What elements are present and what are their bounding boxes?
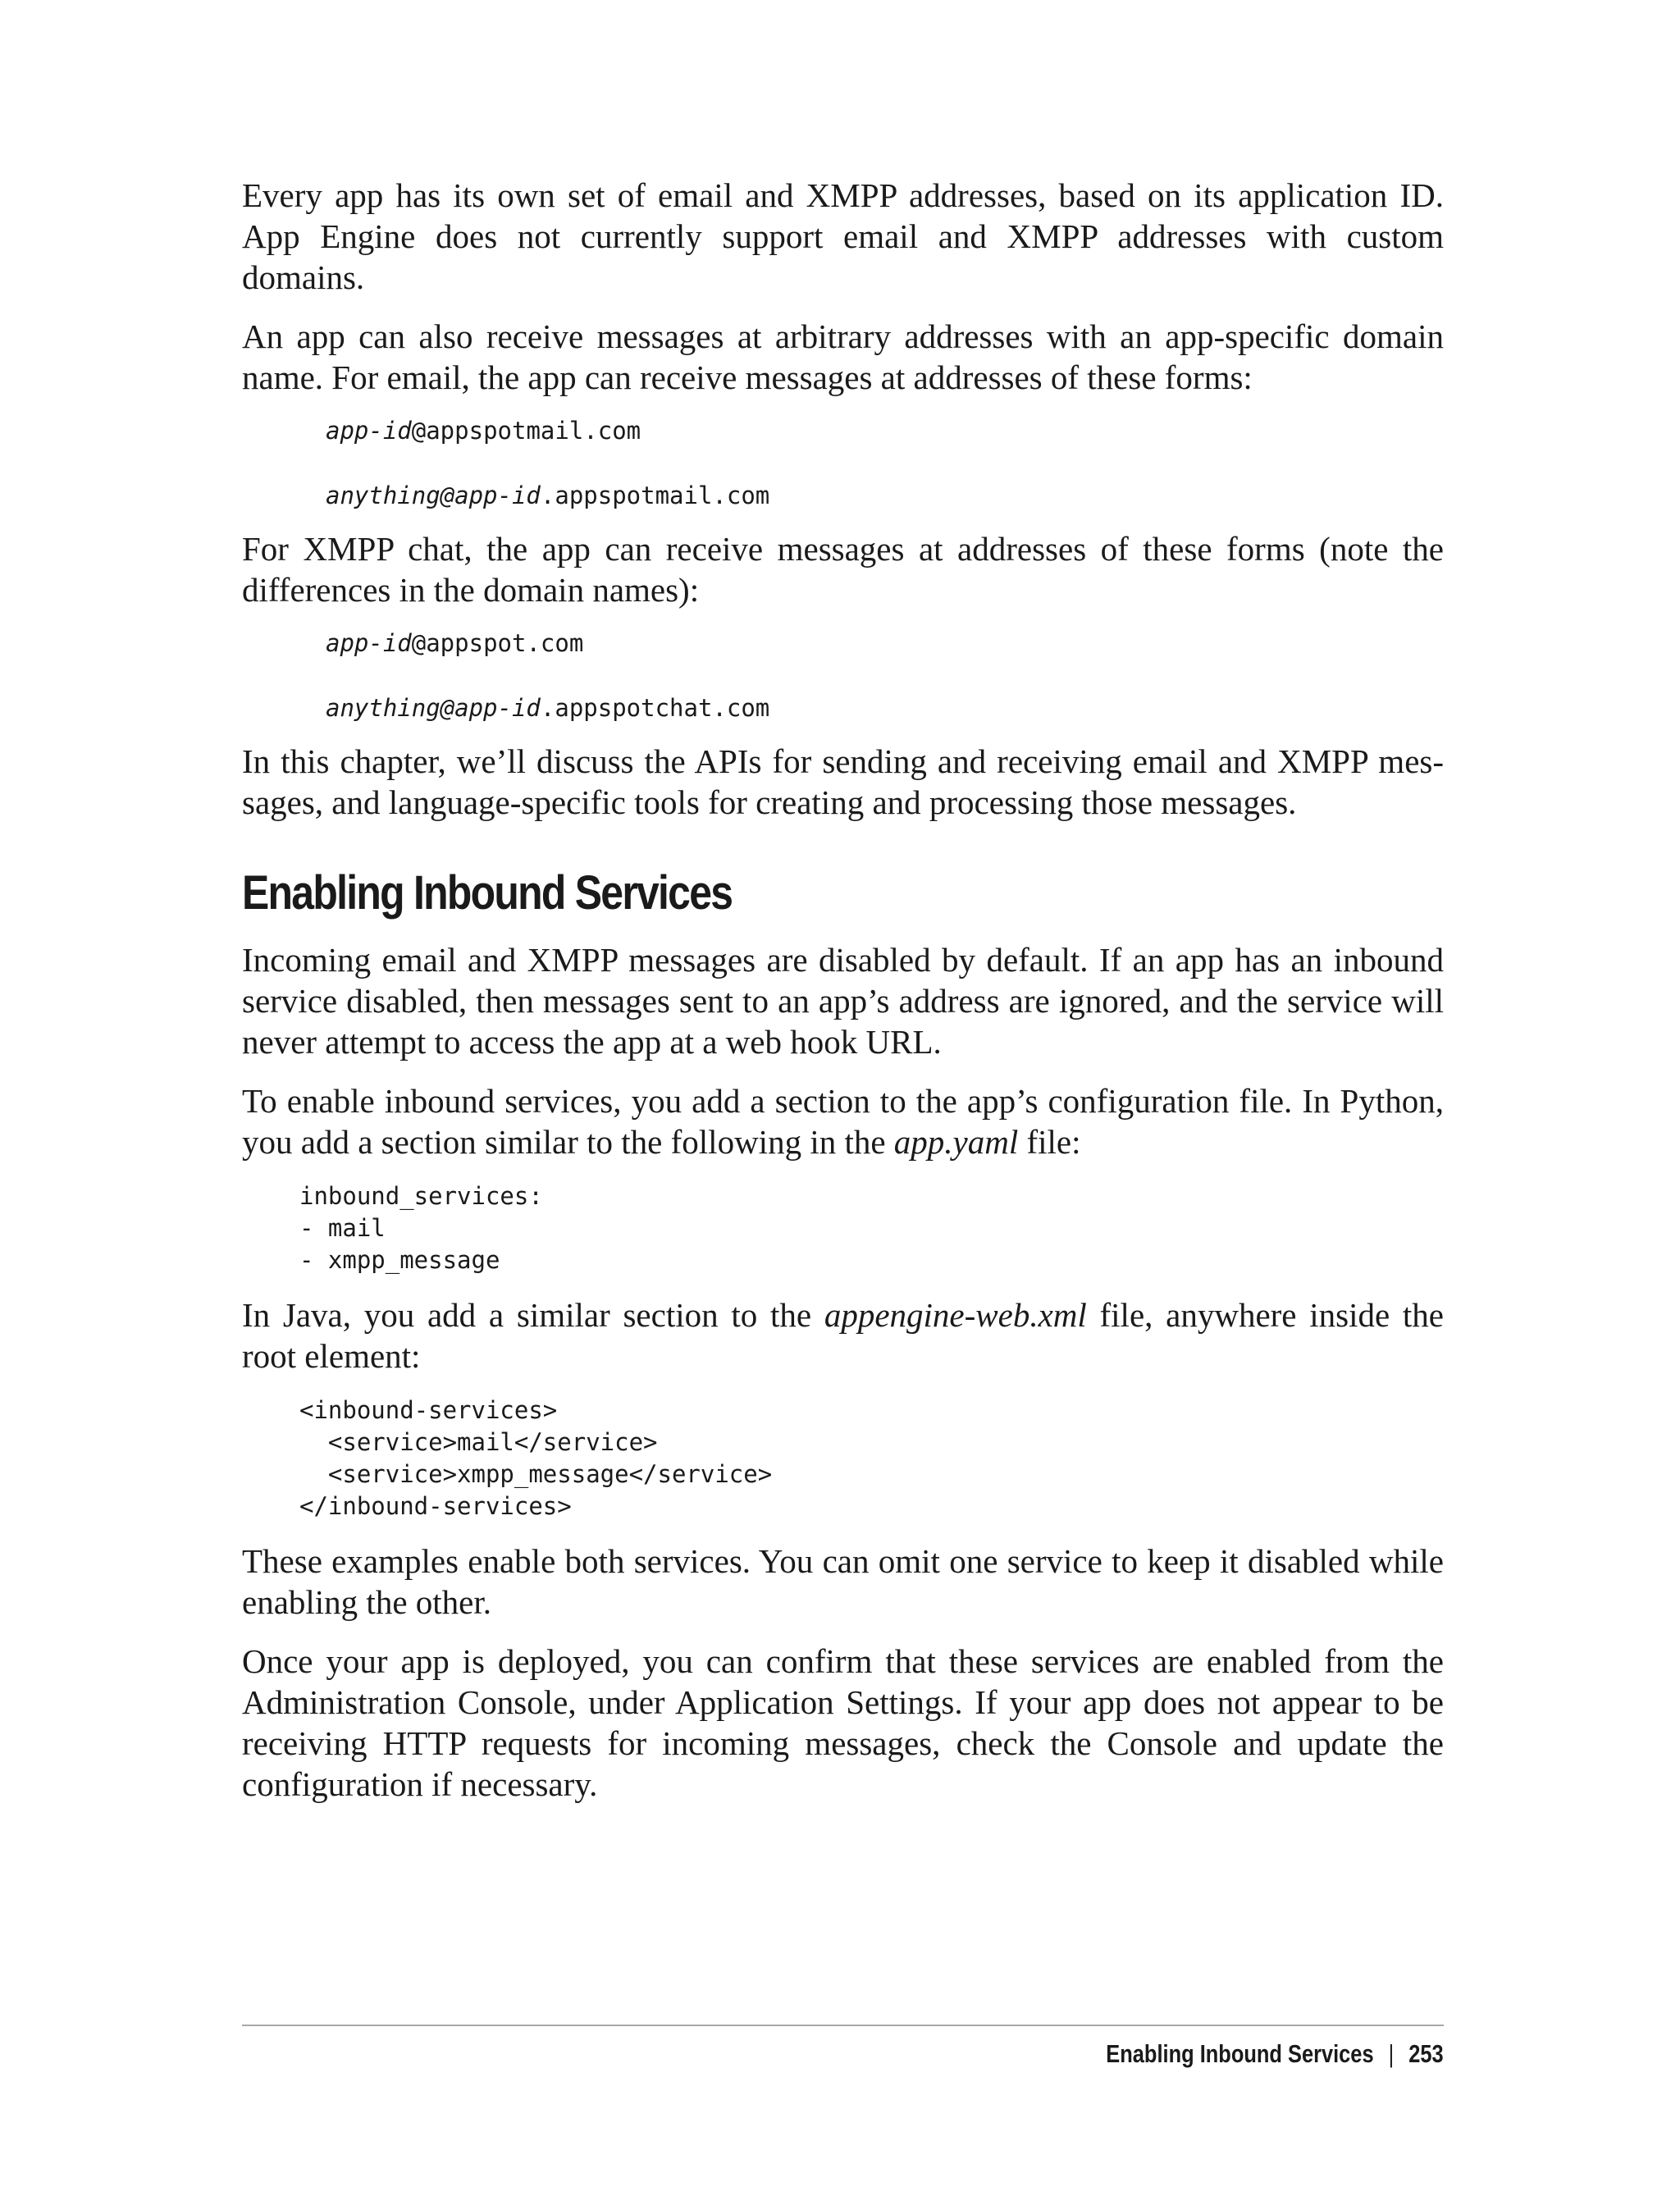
paragraph-app-addresses: Every app has its own set of email and XMPP addresses, based on its application ID. App Engine does not currently support email and XMPP addresses with custom domains. [242, 176, 1444, 296]
page-number: 253 [1408, 2039, 1444, 2068]
footer-divider [242, 2025, 1444, 2026]
paragraph-xmpp-addresses: For XMPP chat, the app can receive messages at addresses of these forms (note the differences in the domain names): [242, 530, 1444, 609]
filename-appengine-web-xml: appengine-web.xml [824, 1296, 1087, 1334]
paragraph-admin-console: Once your app is deployed, you can confirm that these services are enabled from the Administration Console, under Application Settings. If your app does not appear to be receiving HTTP requests for incoming messages, check the Console and update the configuration if necessary. [242, 1642, 1444, 1803]
paragraph-java-config: In Java, you add a similar section to the appengine-web.xml file, anywhere inside the root element: [242, 1296, 1444, 1375]
footer-separator: | [1388, 2039, 1395, 2068]
filename-app-yaml: app.yaml [893, 1123, 1019, 1161]
paragraph-disabled-by-default: Incoming email and XMPP messages are disabled by default. If an app has an inbound service disabled, then messages sent to an app’s address are ignored, and the service will never attempt to access the app at a web hook URL. [242, 941, 1444, 1061]
email-address-form-1: app-id@appspotmail.com [326, 417, 641, 445]
footer-section-title: Enabling Inbound Services [1106, 2039, 1374, 2068]
section-heading: Enabling Inbound Services [242, 866, 733, 920]
paragraph-python-config: To enable inbound services, you add a section to the app’s configuration file. In Python, you add a section similar to the following in the app.yaml file: [242, 1082, 1444, 1161]
paragraph-both-services: These examples enable both services. You can omit one service to keep it disabled while enabling the other. [242, 1542, 1444, 1621]
page-body [242, 175, 1444, 1823]
xmpp-address-form-1: app-id@appspot.com [326, 629, 584, 657]
page-footer [1107, 2038, 1444, 2070]
email-address-form-2: anything@app-id.appspotmail.com [326, 482, 770, 509]
yaml-code-block: inbound_services: - mail - xmpp_message [299, 1182, 543, 1274]
xmpp-address-form-2: anything@app-id.appspotchat.com [326, 694, 770, 722]
xml-code-block: <inbound-services> <service>mail</service> <service>xmpp_message</service> </inbound-services> [299, 1396, 773, 1520]
paragraph-arbitrary-addresses: An app can also receive messages at arbitrary addresses with an app-specific domain name. For email, the app can receive messages at addresses of these forms: [242, 317, 1444, 396]
paragraph-chapter-intro: In this chapter, we’ll discuss the APIs for sending and receiving email and XMPP mes-sages, and language-specific tools for creating and processing those messages. [242, 742, 1444, 821]
